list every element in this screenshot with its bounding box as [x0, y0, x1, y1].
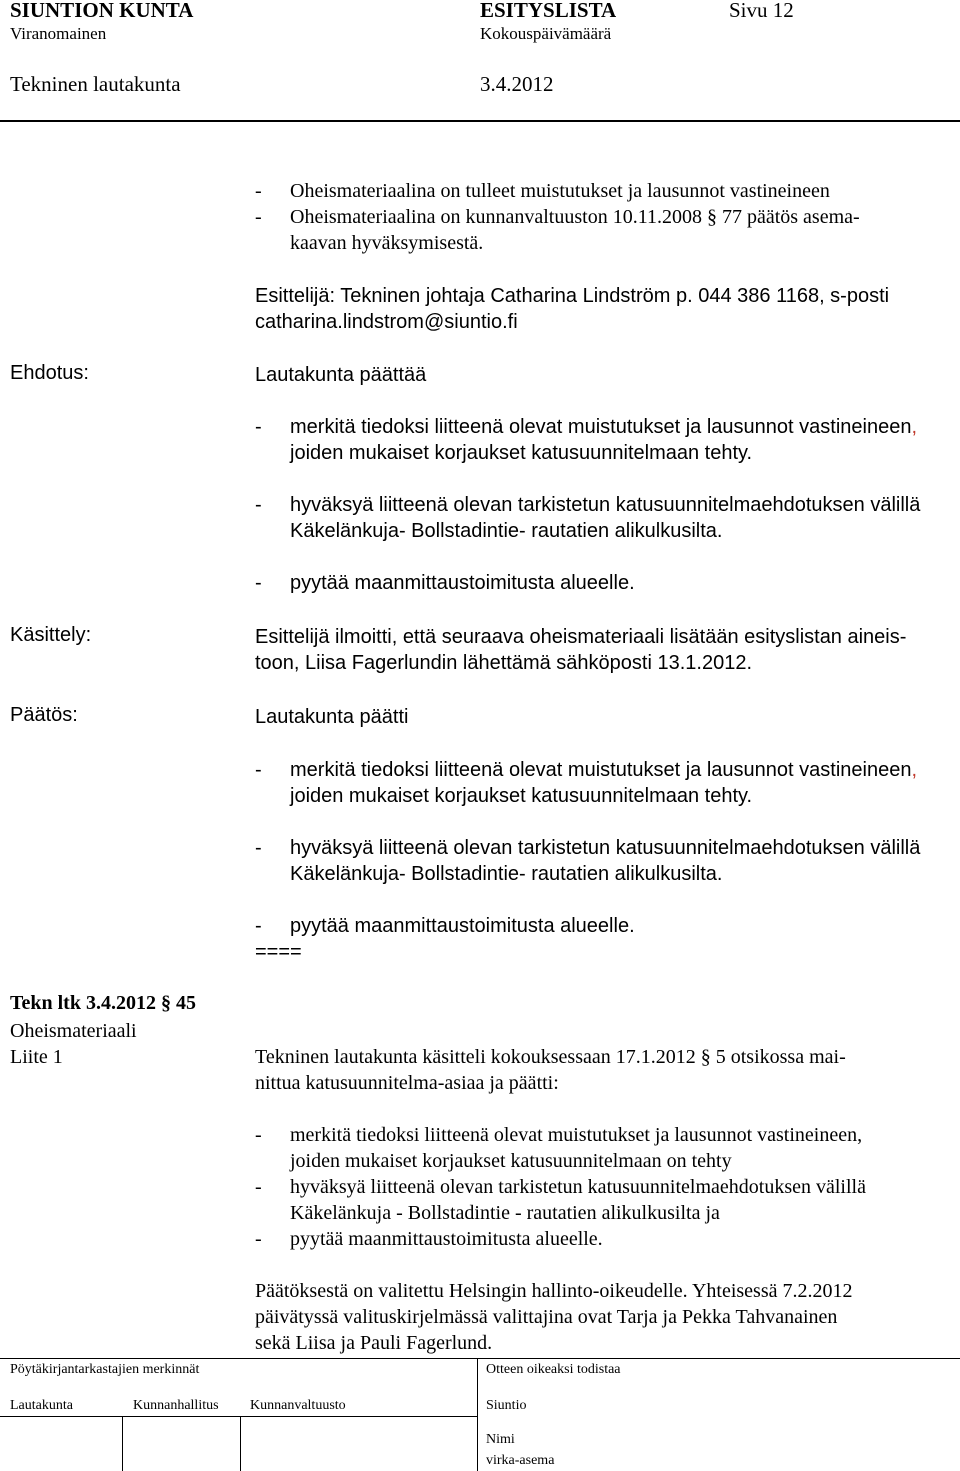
footer-title-label: virka-asema: [486, 1453, 555, 1468]
list-item: - merkitä tiedoksi liitteenä olevat muistutukset ja lausunnot vastineineen,: [255, 1124, 863, 1146]
section-title: Tekn ltk 3.4.2012 § 45: [10, 992, 196, 1014]
list-item: - pyytää maanmittaustoimitusta alueelle.: [255, 1228, 603, 1250]
presenter-line: Esittelijä: Tekninen johtaja Catharina Lindström p. 044 386 1168, s-posti: [255, 285, 890, 307]
list-item-continuation: Käkelänkuja - Bollstadintie - rautatien alikulkusilta ja: [290, 1202, 720, 1224]
list-item-continuation: joiden mukaiset korjaukset katusuunnitelmaan on tehty: [290, 1150, 732, 1172]
org-name: SIUNTION KUNTA: [10, 0, 194, 22]
decision-label: Päätös:: [10, 704, 78, 726]
footer-col-kunnanhallitus: Kunnanhallitus: [133, 1398, 219, 1413]
date-label: Kokouspäivämäärä: [480, 24, 612, 43]
signers-label: Pöytäkirjantarkastajien merkinnät: [10, 1362, 200, 1377]
list-item: - hyväksyä liitteenä olevan tarkistetun katusuunnitelmaehdotuksen välillä: [255, 1176, 866, 1198]
list-item-continuation: joiden mukaiset korjaukset katusuunnitelmaan tehty.: [290, 785, 753, 807]
list-item: - hyväksyä liitteenä olevan tarkistetun katusuunnitelmaehdotuksen välillä: [255, 837, 921, 859]
appeal-text: päivätyssä valituskirjelmässä valittajina ovat Tarja ja Pekka Tahvanainen: [255, 1306, 838, 1328]
end-marker: ====: [255, 941, 302, 963]
section-subtitle: Oheismateriaali: [10, 1020, 137, 1042]
list-item: - hyväksyä liitteenä olevan tarkistetun katusuunnitelmaehdotuksen välillä: [255, 494, 921, 516]
section-text: Tekninen lautakunta käsitteli kokouksessaan 17.1.2012 § 5 otsikossa mai-: [255, 1046, 846, 1068]
handling-line: Esittelijä ilmoitti, että seuraava oheismateriaali lisätään esityslistan aineis-: [255, 626, 907, 648]
proposal-lead: Lautakunta päättää: [255, 364, 427, 386]
footer-col-lautakunta: Lautakunta: [10, 1398, 73, 1413]
list-item-continuation: kaavan hyväksymisestä.: [290, 232, 484, 254]
handling-label: Käsittely:: [10, 624, 92, 646]
section-text: nittua katusuunnitelma-asiaa ja päätti:: [255, 1072, 559, 1094]
header-divider: [0, 120, 960, 122]
authority-label: Viranomainen: [10, 24, 107, 43]
authority-value: Tekninen lautakunta: [10, 72, 181, 96]
list-item-continuation: joiden mukaiset korjaukset katusuunnitelmaan tehty.: [290, 442, 753, 464]
list-item-continuation: Käkelänkuja- Bollstadintie- rautatien alikulkusilta.: [290, 863, 723, 885]
footer-mid-rule: [0, 1416, 477, 1417]
certified-label: Otteen oikeaksi todistaa: [486, 1362, 621, 1377]
proposal-label: Ehdotus:: [10, 362, 89, 384]
footer-place: Siuntio: [486, 1398, 527, 1413]
list-item: - merkitä tiedoksi liitteenä olevat muistutukset ja lausunnot vastineineen,: [255, 759, 918, 781]
date-value: 3.4.2012: [480, 72, 554, 96]
footer-col-kunnanvaltuusto: Kunnanvaltuusto: [250, 1398, 346, 1413]
appeal-text: Päätöksestä on valitettu Helsingin hallinto-oikeudelle. Yhteisessä 7.2.2012: [255, 1280, 853, 1302]
footer-col-divider: [122, 1416, 123, 1471]
page-number: Sivu 12: [729, 0, 794, 22]
attachment-label: Liite 1: [10, 1046, 63, 1068]
list-item: - Oheismateriaalina on kunnanvaltuuston 10.11.2008 § 77 päätös asema-: [255, 206, 860, 228]
decision-lead: Lautakunta päätti: [255, 706, 409, 728]
doc-type: ESITYSLISTA: [480, 0, 617, 22]
list-item: - pyytää maanmittaustoimitusta alueelle.: [255, 572, 635, 594]
footer-column-divider: [477, 1358, 478, 1471]
handling-line: toon, Liisa Fagerlundin lähettämä sähköposti 13.1.2012.: [255, 652, 753, 674]
appeal-text: sekä Liisa ja Pauli Fagerlund.: [255, 1332, 493, 1354]
presenter-email: catharina.lindstrom@siuntio.fi: [255, 311, 518, 333]
list-item: - pyytää maanmittaustoimitusta alueelle.: [255, 915, 635, 937]
footer-col-divider: [240, 1416, 241, 1471]
list-item-continuation: Käkelänkuja- Bollstadintie- rautatien alikulkusilta.: [290, 520, 723, 542]
footer-top-rule: [0, 1358, 960, 1359]
list-item: - Oheismateriaalina on tulleet muistutukset ja lausunnot vastineineen: [255, 180, 830, 202]
footer-name-label: Nimi: [486, 1432, 515, 1447]
list-item: - merkitä tiedoksi liitteenä olevat muistutukset ja lausunnot vastineineen,: [255, 416, 918, 438]
